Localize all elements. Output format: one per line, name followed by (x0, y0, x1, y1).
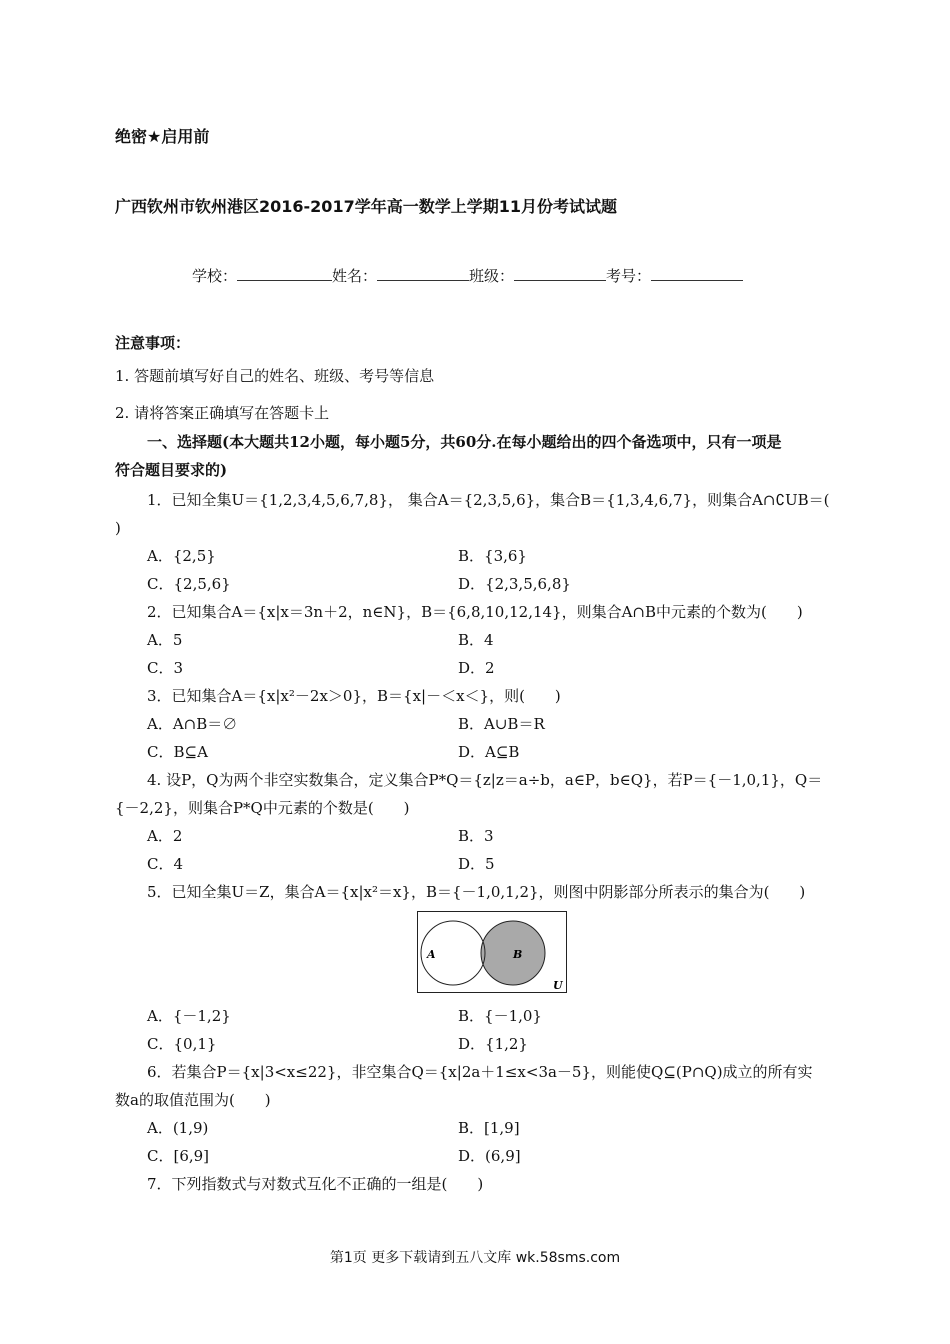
exam-no-label: 考号： (606, 267, 652, 285)
option-d[interactable]: D．{2,3,5,6,8} (458, 575, 571, 593)
page-footer: 第1页 更多下载请到五八文库 wk.58sms.com (329, 1250, 621, 1266)
page-title: 广西钦州市钦州港区2016-2017学年高一数学上学期11月份考试试题 (115, 197, 617, 216)
option-b[interactable]: B．{3,6} (458, 547, 527, 565)
question-1: 1．已知全集U＝{1,2,3,4,5,6,7,8}， 集合A＝{2,3,5,6}，集合B＝{1,3,4,6,7}，则集合A∩∁UB＝( (147, 491, 830, 509)
option-c[interactable]: C．B⊆A (147, 743, 208, 761)
note-item: 1. 答题前填写好自己的姓名、班级、考号等信息 (115, 367, 435, 385)
question-4: 4. 设P，Q为两个非空实数集合，定义集合P*Q＝{z|z＝a÷b，a∈P，b∈Q}，若P＝{－1,0,1}，Q＝ (147, 771, 823, 789)
venn-diagram (417, 911, 567, 993)
class-field[interactable] (514, 266, 606, 281)
option-b[interactable]: B．{－1,0} (458, 1007, 542, 1025)
option-a[interactable]: A．{－1,2} (147, 1007, 231, 1025)
section-heading-cont: 符合题目要求的) (115, 461, 228, 479)
option-b[interactable]: B．[1,9] (458, 1119, 520, 1137)
class-label: 班级： (469, 267, 515, 285)
label-b: B (513, 948, 523, 961)
option-c[interactable]: C．3 (147, 659, 184, 677)
question-4-cont: {－2,2}，则集合P*Q中元素的个数是( ) (115, 799, 410, 817)
venn-svg (417, 911, 567, 993)
option-a[interactable]: A．2 (147, 827, 183, 845)
option-c[interactable]: C．[6,9] (147, 1147, 210, 1165)
option-d[interactable]: D．2 (458, 659, 495, 677)
name-label: 姓名： (332, 267, 378, 285)
question-7: 7．下列指数式与对数式互化不正确的一组是( ) (147, 1175, 484, 1193)
option-d[interactable]: D．5 (458, 855, 495, 873)
option-b[interactable]: B．A∪B＝R (458, 715, 545, 733)
option-d[interactable]: D．(6,9] (458, 1147, 521, 1165)
option-c[interactable]: C．4 (147, 855, 184, 873)
label-u: U (553, 979, 563, 992)
question-2: 2．已知集合A＝{x|x＝3n＋2，n∈N}，B＝{6,8,10,12,14}，则集合A∩B中元素的个数为( ) (147, 603, 803, 621)
option-a[interactable]: A．5 (147, 631, 183, 649)
question-6: 6．若集合P＝{x|3<x≤22}，非空集合Q＝{x|2a＋1≤x<3a－5}，则能使Q⊆(P∩Q)成立的所有实 (147, 1063, 813, 1081)
option-a[interactable]: A．A∩B＝∅ (147, 715, 238, 733)
option-c[interactable]: C．{2,5,6} (147, 575, 231, 593)
question-3: 3．已知集合A＝{x|x²－2x＞0}，B＝{x|－＜x＜}，则( ) (147, 687, 561, 705)
notes-heading: 注意事项： (115, 334, 191, 352)
option-d[interactable]: D．A⊆B (458, 743, 520, 761)
section-heading: 一、选择题(本大题共12小题，每小题5分，共60分.在每小题给出的四个备选项中，只有一项是 (147, 433, 782, 451)
option-c[interactable]: C．{0,1} (147, 1035, 217, 1053)
option-b[interactable]: B．3 (458, 827, 494, 845)
option-a[interactable]: A．(1,9) (147, 1119, 209, 1137)
secret-label: 绝密★启用前 (115, 127, 210, 146)
question-5: 5．已知全集U＝Z，集合A＝{x|x²＝x}，B＝{－1,0,1,2}，则图中阴影部分所表示的集合为( ) (147, 883, 806, 901)
name-field[interactable] (377, 266, 469, 281)
question-1-cont: ) (115, 519, 121, 537)
option-d[interactable]: D．{1,2} (458, 1035, 528, 1053)
question-6-cont: 数a的取值范围为( ) (115, 1091, 271, 1109)
info-line (192, 266, 743, 286)
note-item: 2. 请将答案正确填写在答题卡上 (115, 404, 330, 422)
school-label: 学校： (192, 267, 238, 285)
exam-no-field[interactable] (651, 266, 743, 281)
label-a: A (427, 948, 436, 961)
option-b[interactable]: B．4 (458, 631, 494, 649)
option-a[interactable]: A．{2,5} (147, 547, 216, 565)
school-field[interactable] (237, 266, 332, 281)
